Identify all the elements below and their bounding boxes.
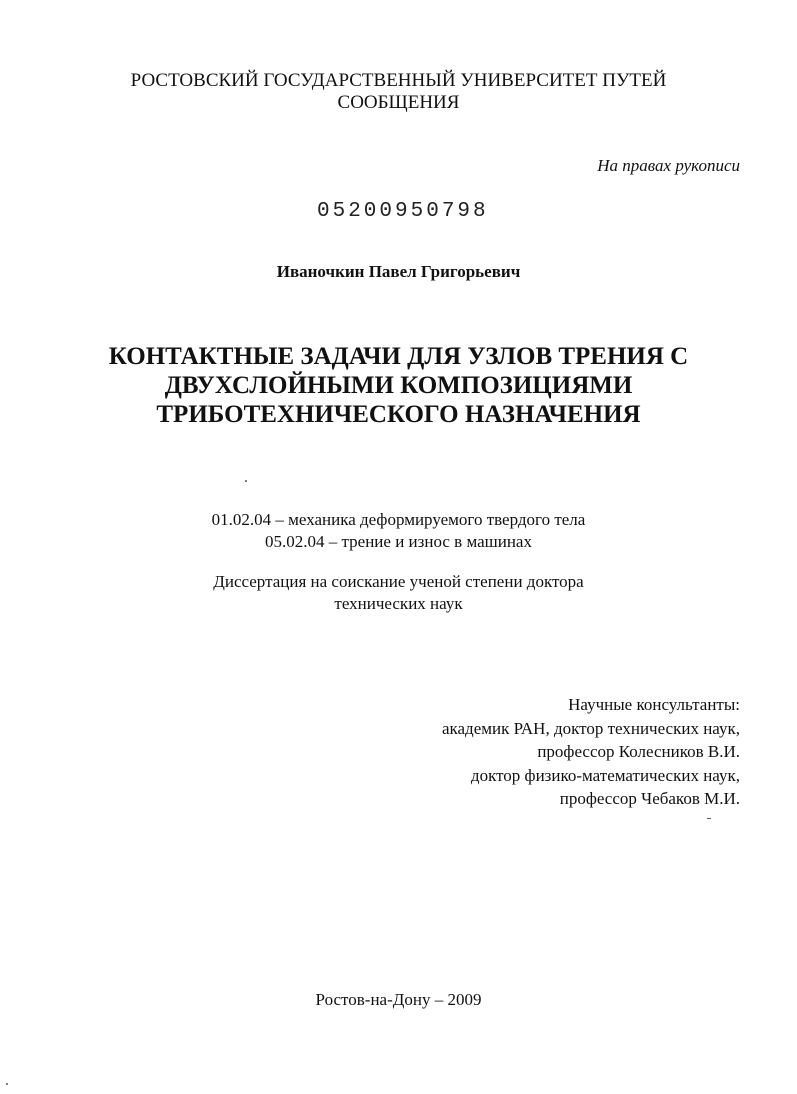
title-line-2: ДВУХСЛОЙНЫМИ КОМПОЗИЦИЯМИ (164, 372, 633, 399)
degree-statement (0, 571, 797, 615)
university-line-1: РОСТОВСКИЙ ГОСУДАРСТВЕННЫЙ УНИВЕРСИТЕТ ПУТЕЙ (130, 70, 667, 91)
scientific-consultants (442, 693, 740, 811)
degree-line-2: технических наук (334, 594, 463, 613)
catalog-number: 05200950798 (317, 200, 489, 223)
consultants-heading: Научные консультанты: (568, 695, 740, 714)
scan-speck (6, 1083, 8, 1085)
dissertation-title (0, 342, 797, 429)
scan-speck (707, 818, 711, 819)
specialty-line-2: 05.02.04 – трение и износ в машинах (265, 532, 532, 551)
scan-speck (245, 480, 247, 482)
place-and-year: Ростов-на-Дону – 2009 (315, 990, 482, 1009)
university-line-2: СООБЩЕНИЯ (337, 92, 460, 113)
consultant-line-4: профессор Чебаков М.И. (559, 789, 740, 808)
author-name: Иваночкин Павел Григорьевич (276, 262, 521, 281)
title-line-1: КОНТАКТНЫЕ ЗАДАЧИ ДЛЯ УЗЛОВ ТРЕНИЯ С (108, 343, 689, 370)
specialty-line-1: 01.02.04 – механика деформируемого твердого тела (211, 510, 586, 529)
specialty-codes (0, 509, 797, 553)
university-name (0, 70, 797, 114)
consultant-line-1: академик РАН, доктор технических наук, (441, 718, 740, 738)
consultant-line-2: профессор Колесников В.И. (537, 742, 740, 761)
degree-line-1: Диссертация на соискание ученой степени доктора (213, 572, 584, 591)
consultant-line-3: доктор физико-математических наук, (470, 765, 740, 785)
title-line-3: ТРИБОТЕХНИЧЕСКОГО НАЗНАЧЕНИЯ (156, 401, 641, 428)
manuscript-note: На правах рукописи (597, 156, 740, 175)
